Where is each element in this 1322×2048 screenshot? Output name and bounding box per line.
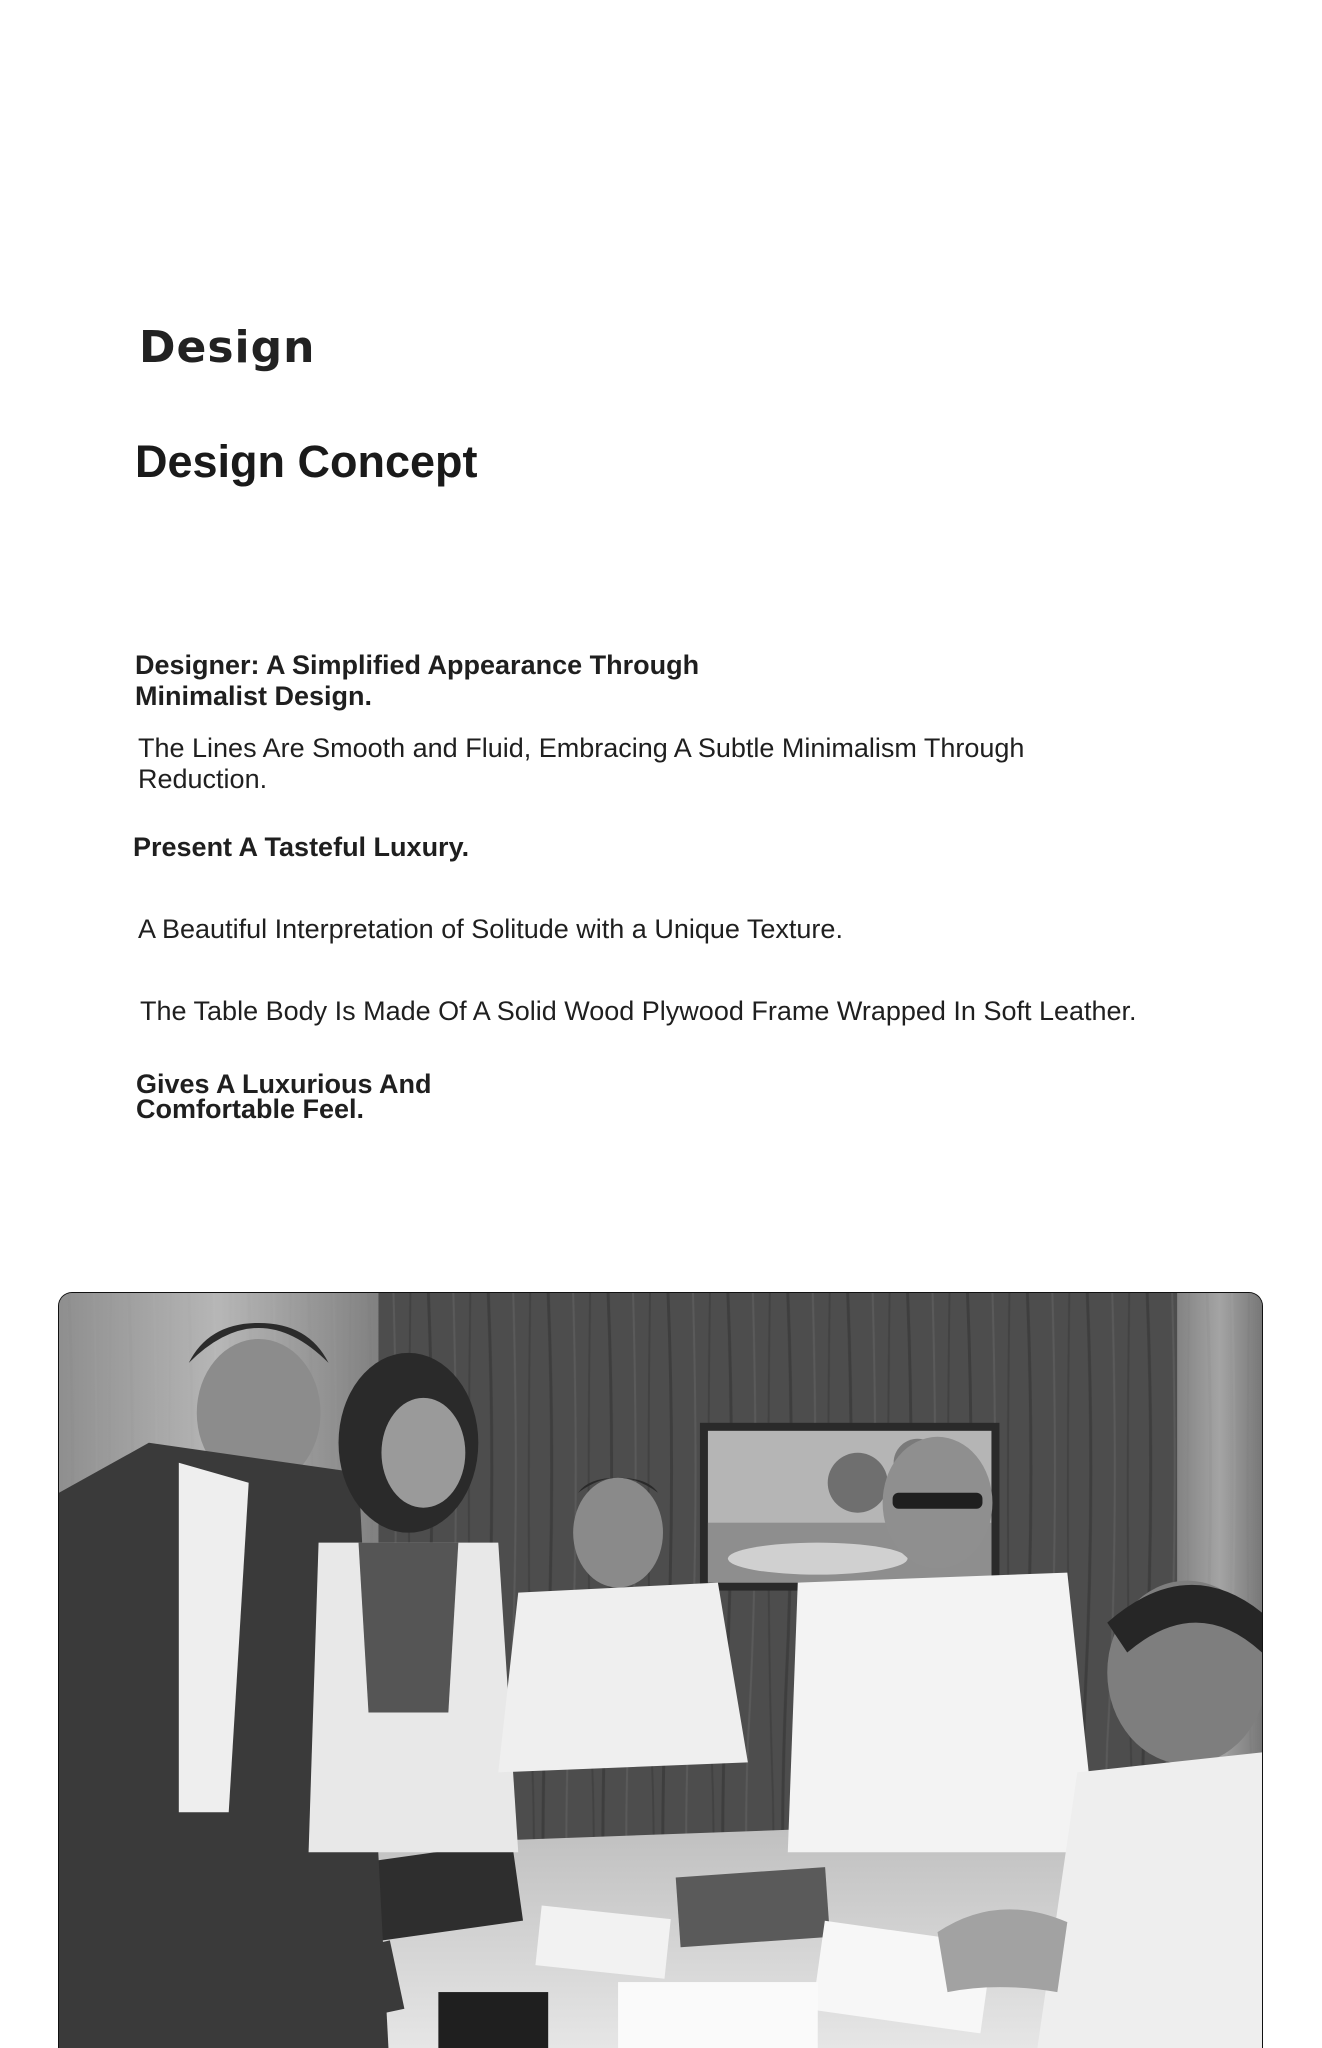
luxury-heading: Present A Tasteful Luxury.: [133, 832, 470, 862]
designer-statement: Designer: A Simplified Appearance Through Minimalist Design.: [135, 650, 700, 711]
texture-description: A Beautiful Interpretation of Solitude with a Unique Texture.: [138, 914, 843, 944]
team-photo-illustration: [59, 1293, 1262, 2048]
material-description: The Table Body Is Made Of A Solid Wood Plywood Frame Wrapped In Soft Leather.: [140, 996, 1137, 1026]
feel-heading: Gives A Luxurious And Comfortable Feel.: [136, 1069, 432, 1124]
lines-description: The Lines Are Smooth and Fluid, Embracing A Subtle Minimalism Through Reduction.: [138, 733, 1025, 794]
page-title: Design Concept: [135, 436, 478, 487]
brand-logo: Design: [139, 322, 316, 373]
team-photo: [58, 1292, 1263, 2048]
